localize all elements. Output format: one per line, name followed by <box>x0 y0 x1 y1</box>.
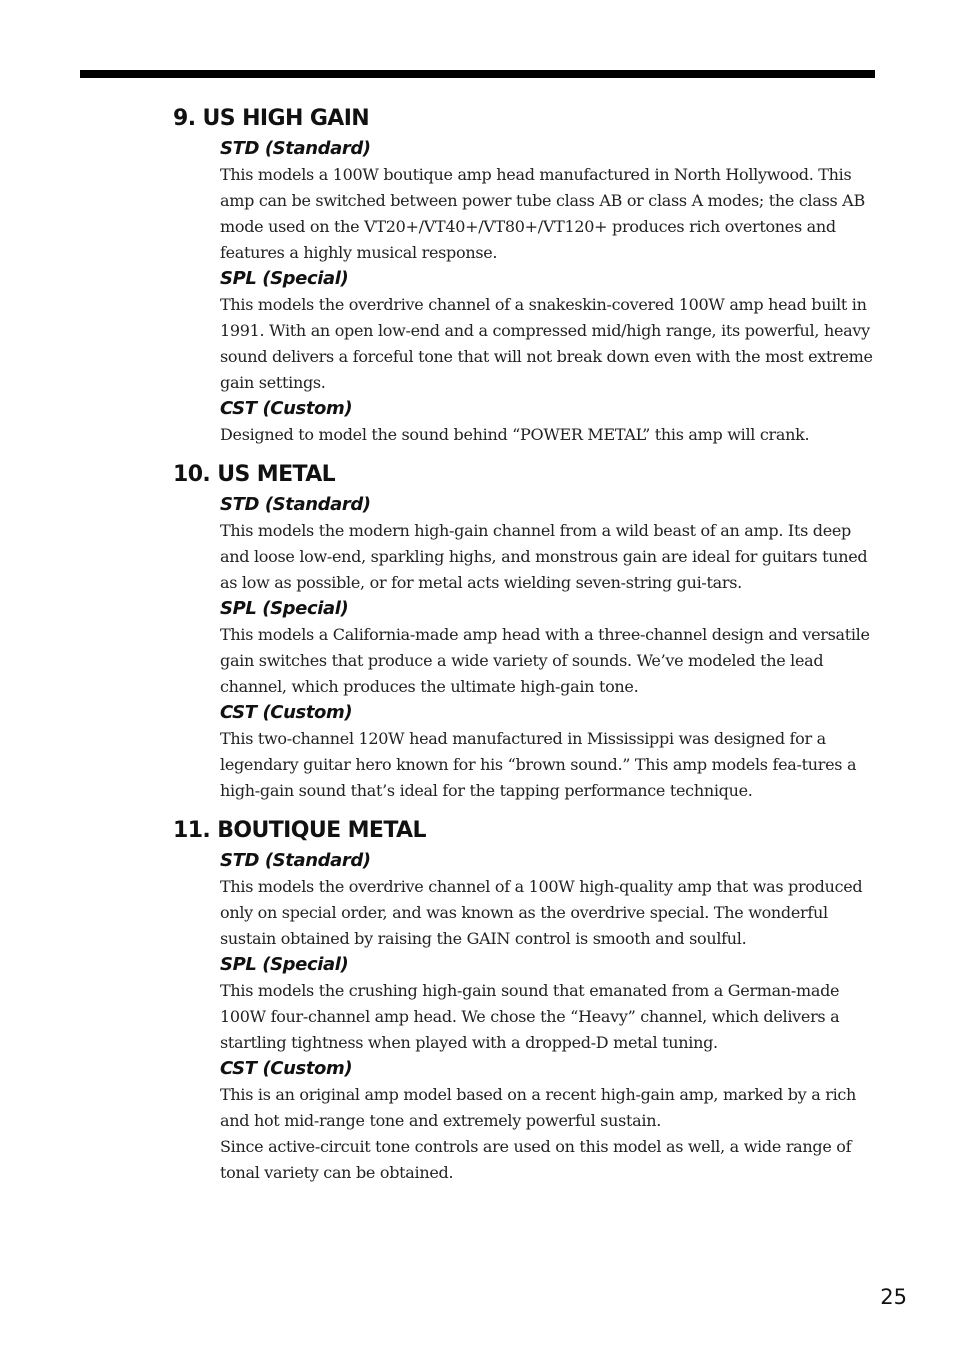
section-title: 10. US METAL <box>173 462 336 487</box>
variant-title: STD (Standard) <box>220 850 371 871</box>
section-us-metal <box>0 460 954 804</box>
variant-title: CST (Custom) <box>220 1058 353 1079</box>
variant-description: This models a California-made amp head with a three-channel design and versatile gain switches that produce a wide variety of sounds. We’ve modeled the lead channel, which produces the ultimate high-gain tone. <box>220 625 870 696</box>
section-title: 11. BOUTIQUE METAL <box>173 818 426 843</box>
variant-title: SPL (Special) <box>220 598 349 619</box>
variant-std <box>220 136 878 266</box>
variant-description-extra: Since active-circuit tone controls are used on this model as well, a wide range of tonal variety can be obtained. <box>220 1137 852 1182</box>
variant-title: CST (Custom) <box>220 398 353 419</box>
variant-cst <box>220 700 878 804</box>
variant-cst <box>220 396 878 448</box>
variant-spl <box>220 266 878 396</box>
variant-title: CST (Custom) <box>220 702 353 723</box>
variant-description: Designed to model the sound behind “POWER METAL” this amp will crank. <box>220 425 810 444</box>
section-boutique-metal <box>0 816 954 1186</box>
page-content <box>0 104 954 1198</box>
variant-title: SPL (Special) <box>220 954 349 975</box>
top-rule <box>80 70 875 78</box>
variant-cst <box>220 1056 878 1186</box>
variant-description: This models the overdrive channel of a 100W high-quality amp that was produced only on special order, and was known as the overdrive special. The wonderful sustain obtained by raising the GAIN control is smooth and soulful. <box>220 877 863 948</box>
variant-description: This models the crushing high-gain sound that emanated from a German-made 100W four-channel amp head. We chose the “Heavy” channel, which delivers a startling tightness when played with a dropped-D metal tuning. <box>220 981 840 1052</box>
page-number: 25 <box>880 1285 907 1309</box>
variant-spl <box>220 596 878 700</box>
section-us-high-gain <box>0 104 954 448</box>
variant-std <box>220 492 878 596</box>
variant-description: This models a 100W boutique amp head manufactured in North Hollywood. This amp can be switched between power tube class AB or class A modes; the class AB mode used on the VT20+/VT40+/VT80+/VT120+ produces rich overtones and features a highly musical response. <box>220 165 865 262</box>
variant-title: STD (Standard) <box>220 138 371 159</box>
variant-title: STD (Standard) <box>220 494 371 515</box>
variant-std <box>220 848 878 952</box>
variant-spl <box>220 952 878 1056</box>
variant-description: This models the modern high-gain channel from a wild beast of an amp. Its deep and loose low-end, sparkling highs, and monstrous gain are ideal for guitars tuned as low as possible, or for metal acts wielding seven-string gui-tars. <box>220 521 868 592</box>
variant-description: This two-channel 120W head manufactured in Mississippi was designed for a legendary guitar hero known for his “brown sound.” This amp models fea-tures a high-gain sound that’s ideal for the tapping performance technique. <box>220 729 857 800</box>
variant-description: This models the overdrive channel of a snakeskin-covered 100W amp head built in 1991. With an open low-end and a compressed mid/high range, its powerful, heavy sound delivers a forceful tone that will not break down even with the most extreme gain settings. <box>220 295 873 392</box>
section-title: 9. US HIGH GAIN <box>173 106 370 131</box>
variant-description: This is an original amp model based on a recent high-gain amp, marked by a rich and hot mid-range tone and extremely powerful sustain. <box>220 1085 857 1130</box>
variant-title: SPL (Special) <box>220 268 349 289</box>
